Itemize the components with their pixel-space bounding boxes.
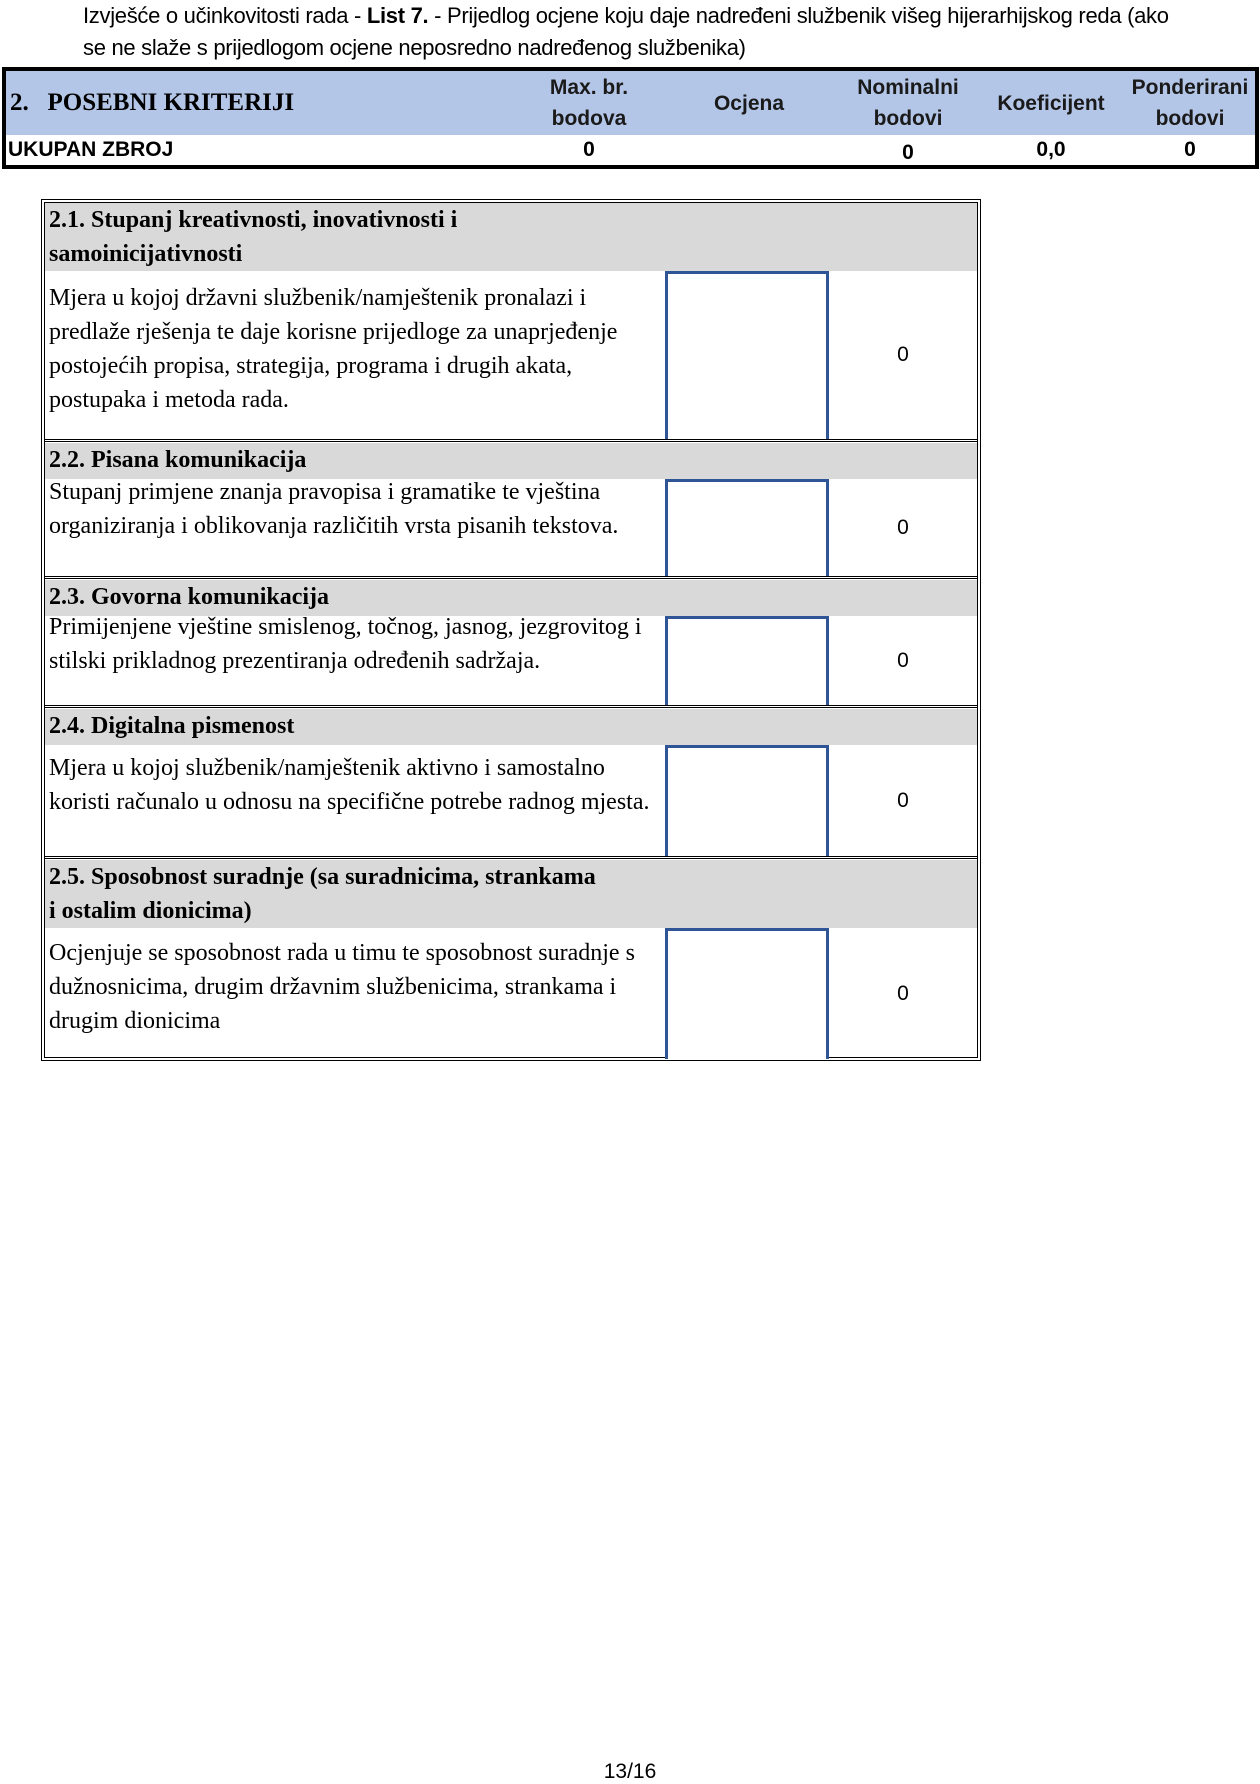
- criterion-value: 0: [897, 343, 909, 366]
- criterion-title: 2.3. Govorna komunikacija: [45, 580, 977, 616]
- criterion-description: Ocjenjuje se sposobnost rada u timu te sposobnost suradnje s dužnosnicima, drugim državnim službenicima, strankama i drugim dionicima: [49, 940, 635, 1034]
- criterion-title: 2.2. Pisana komunikacija: [45, 443, 977, 479]
- col-weighted: Ponderirani bodovi: [1131, 76, 1249, 130]
- criterion-value: 0: [897, 981, 909, 1005]
- criterion-score-input[interactable]: [665, 479, 829, 576]
- header-prefix: Izvješće o učinkovitosti rada -: [83, 3, 367, 28]
- criteria-table: [41, 199, 981, 1061]
- criterion-value: 0: [897, 788, 909, 812]
- criterion-description: Mjera u kojoj službenik/namještenik aktivno i samostalno koristi računalo u odnosu na specifične potrebe radnog mjesta.: [49, 755, 650, 815]
- col-max-points: Max. br. bodova: [549, 76, 629, 130]
- total-grade: [689, 135, 809, 165]
- criterion-score-input[interactable]: [665, 271, 829, 439]
- criterion-2-2: [45, 443, 977, 579]
- header-list: List 7.: [366, 3, 429, 28]
- document-header: [83, 0, 1183, 64]
- col-coefficient: Koeficijent: [997, 91, 1105, 115]
- header-rest: - Prijedlog ocjene koju daje nadređeni službenik višeg hijerarhijskog reda (ako se ne slaže s prijedlogom ocjene neposredno nadređenog službenika): [83, 3, 1169, 60]
- summary-header: [6, 71, 1255, 135]
- criterion-2-5: [45, 860, 977, 1059]
- criterion-description: Primijenjene vještine smislenog, točnog, jasnog, jezgrovitog i stilski prikladnog prezentiranja određenih sadržaja.: [49, 614, 642, 674]
- criterion-title: 2.5. Sposobnost suradnje (sa suradnicima, strankama i ostalim dionicima): [49, 864, 596, 924]
- criterion-value: 0: [897, 515, 909, 539]
- criterion-score-input[interactable]: [665, 745, 829, 856]
- criterion-description: Mjera u kojoj državni službenik/namještenik pronalazi i predlaže rješenja te daje korisne prijedloge za unaprjeđenje postojećih propisa, strategija, programa i drugih akata, postupaka i metoda rada.: [49, 285, 618, 413]
- criterion-description: Stupanj primjene znanja pravopisa i gramatike te vještina organiziranja i oblikovanja različitih vrsta pisanih tekstova.: [49, 479, 619, 539]
- total-nominal: 0: [902, 141, 914, 164]
- criterion-title: 2.4. Digitalna pismenost: [45, 709, 977, 745]
- section-title: 2. POSEBNI KRITERIJI: [10, 89, 295, 116]
- criterion-score-input[interactable]: [665, 616, 829, 705]
- total-max: 0: [583, 138, 595, 161]
- criterion-2-1: [45, 203, 977, 442]
- total-weighted: 0: [1184, 138, 1196, 161]
- total-row: [6, 135, 1255, 165]
- total-label: UKUPAN ZBROJ: [8, 138, 174, 161]
- criterion-score-input[interactable]: [665, 928, 829, 1059]
- criterion-value: 0: [897, 648, 909, 672]
- criterion-title: 2.1. Stupanj kreativnosti, inovativnosti i samoinicijativnosti: [49, 207, 458, 267]
- col-grade: Ocjena: [713, 91, 785, 115]
- criterion-2-4: [45, 709, 977, 859]
- page-number: 13/16: [603, 1760, 657, 1783]
- col-nominal: Nominalni bodovi: [857, 76, 959, 130]
- summary-table: [2, 67, 1259, 169]
- criterion-2-3: [45, 580, 977, 708]
- total-coefficient: 0,0: [1036, 138, 1066, 161]
